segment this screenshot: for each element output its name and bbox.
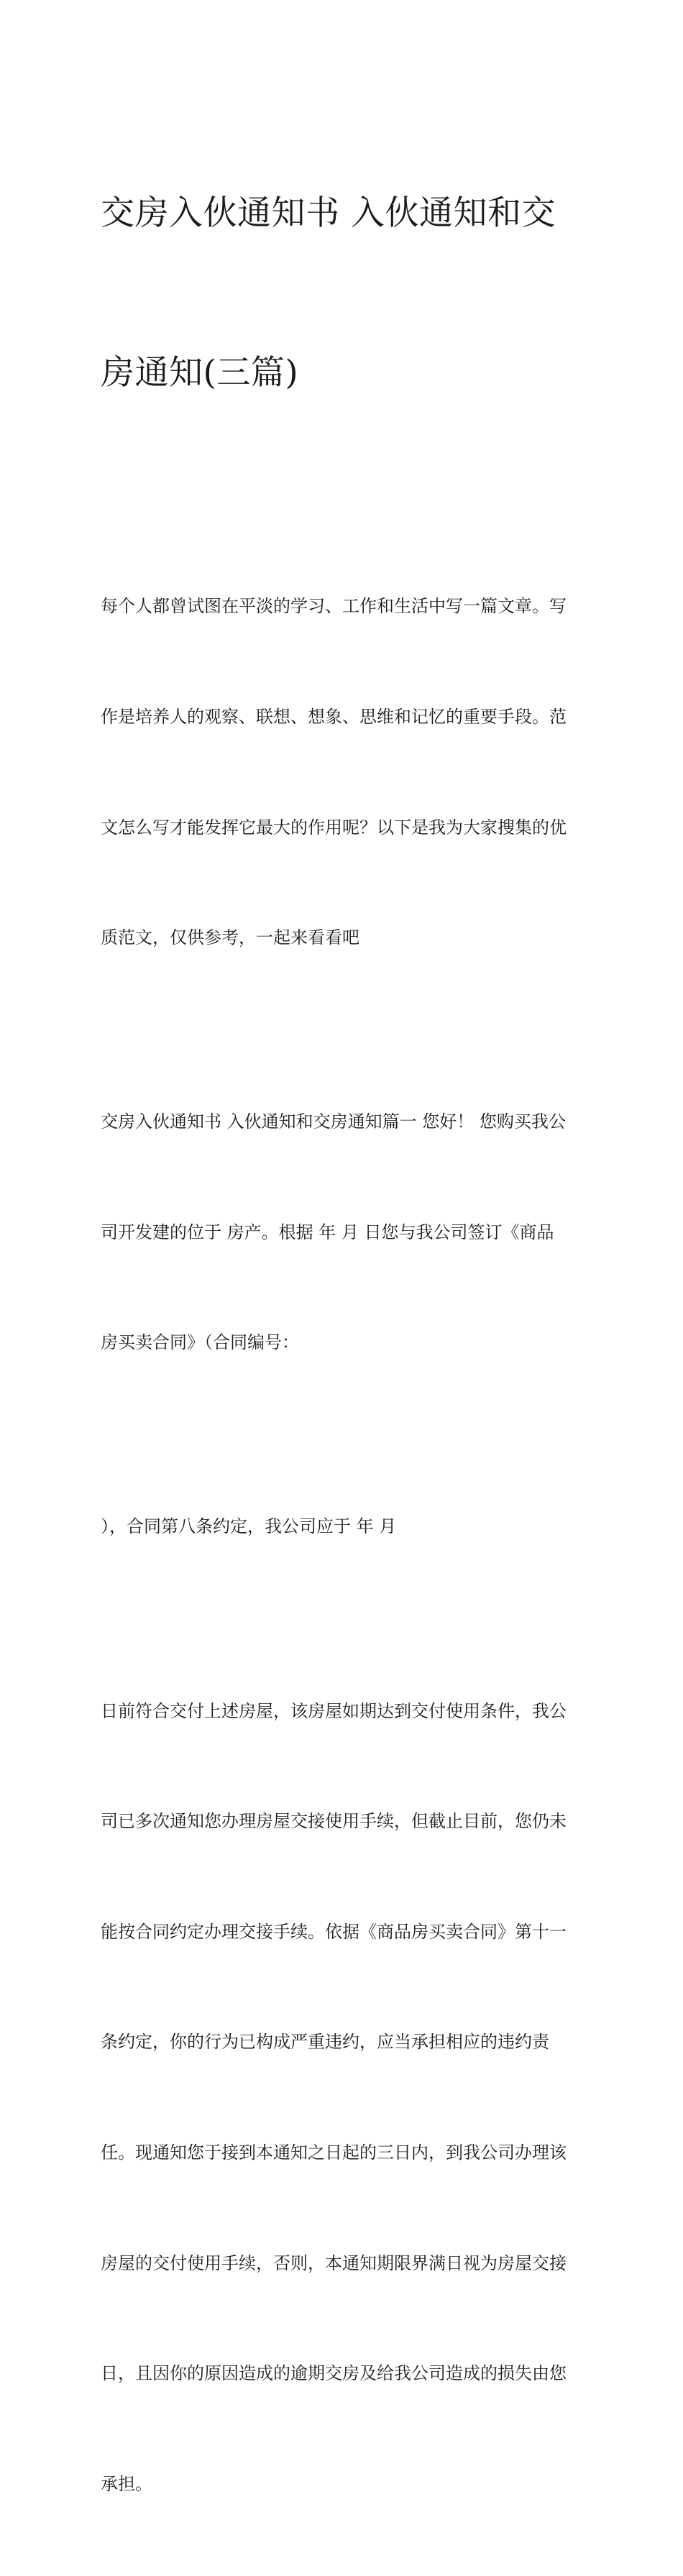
- text-line: 质范文，仅供参考，一起来看看吧: [101, 927, 359, 948]
- text-line: 作是培养人的观察、联想、想象、思维和记忆的重要手段。范: [101, 707, 567, 728]
- title-line: 房通知(三篇): [101, 353, 299, 393]
- notice-paragraph-1: [101, 1030, 587, 1435]
- text-line: ），合同第八条约定，我公司应于 年 月: [101, 1516, 397, 1537]
- text-line: 房屋的交付使用手续，否则，本通知期限界满日视为房屋交接: [101, 2252, 567, 2273]
- text-line: 承担。: [101, 2473, 152, 2494]
- text-line: 任。现通知您于接到本通知之日起的三日内，到我公司办理该: [101, 2142, 567, 2163]
- text-line: 司已多次通知您办理房屋交接使用手续，但截止目前，您仍未: [101, 1811, 567, 1832]
- document-page: [101, 81, 587, 2576]
- text-line: 日，且因你的原因造成的逾期交房及给我公司造成的损失由您: [101, 2363, 567, 2384]
- text-line: 司开发建的位于 房产。根据 年 月 日您与我公司签订《商品: [101, 1221, 554, 1242]
- document-title: [101, 81, 587, 506]
- text-line: 日前符合交付上述房屋，该房屋如期达到交付使用条件，我公: [101, 1700, 567, 1721]
- text-line: 每个人都曾试图在平淡的学习、工作和生活中写一篇文章。写: [101, 596, 567, 617]
- notice-paragraph-3: [101, 1619, 587, 2576]
- text-line: 交房入伙通知书 入伙通知和交房通知篇一 您好！ 您购买我公: [101, 1111, 566, 1132]
- intro-paragraph: [101, 515, 587, 1030]
- title-line: 交房入伙通知书 入伙通知和交: [101, 193, 556, 233]
- notice-paragraph-2: [101, 1435, 587, 1619]
- text-line: 房买卖合同》（合同编号：: [101, 1332, 299, 1353]
- text-line: 条约定，你的行为已构成严重违约，应当承担相应的违约责: [101, 2032, 549, 2053]
- text-line: 能按合同约定办理交接手续。依据《商品房买卖合同》第十一: [101, 1921, 567, 1942]
- text-line: 文怎么写才能发挥它最大的作用呢？以下是我为大家搜集的优: [101, 817, 567, 838]
